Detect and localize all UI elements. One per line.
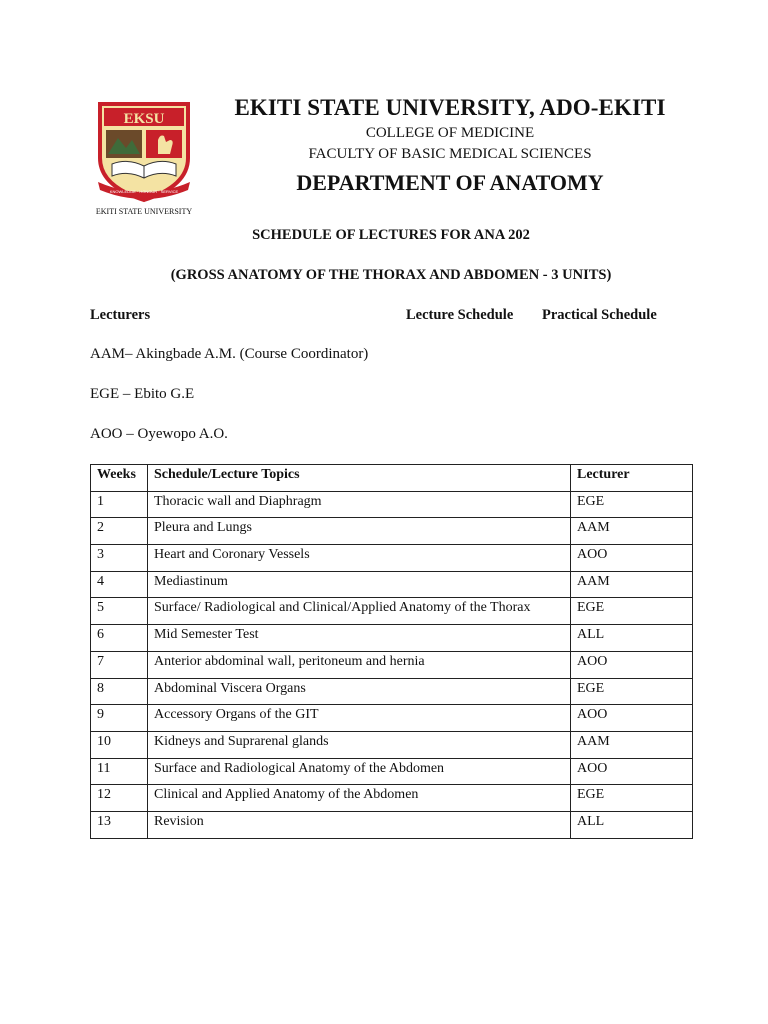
week-cell: 1	[91, 491, 148, 518]
week-cell: 4	[91, 571, 148, 598]
faculty-name: FACULTY OF BASIC MEDICAL SCIENCES	[308, 146, 592, 162]
table-row	[91, 731, 693, 758]
topic-cell: Mid Semester Test	[148, 625, 571, 652]
week-cell: 6	[91, 625, 148, 652]
lecturer-cell: AOO	[571, 758, 693, 785]
topic-cell: Clinical and Applied Anatomy of the Abdomen	[148, 785, 571, 812]
week-cell: 11	[91, 758, 148, 785]
week-cell: 13	[91, 811, 148, 838]
topic-cell: Heart and Coronary Vessels	[148, 545, 571, 572]
table-row	[91, 678, 693, 705]
topic-cell: Revision	[148, 811, 571, 838]
topics-header: Schedule/Lecture Topics	[148, 465, 571, 492]
table-row	[91, 651, 693, 678]
week-cell: 7	[91, 651, 148, 678]
table-row	[91, 571, 693, 598]
logo-top-text: EKSU	[123, 111, 165, 127]
letterhead	[205, 94, 695, 196]
logo-motto: KNOWLEDGE · HONOUR · SERVICE	[109, 189, 179, 194]
weeks-header: Weeks	[91, 465, 148, 492]
week-cell: 5	[91, 598, 148, 625]
topic-cell: Accessory Organs of the GIT	[148, 705, 571, 732]
table-row	[91, 785, 693, 812]
lecturer-cell: AOO	[571, 705, 693, 732]
topic-cell: Anterior abdominal wall, peritoneum and hernia	[148, 651, 571, 678]
lecture-schedule-heading: Lecture Schedule	[406, 307, 514, 323]
week-cell: 9	[91, 705, 148, 732]
topic-cell: Surface/ Radiological and Clinical/Applied Anatomy of the Thorax	[148, 598, 571, 625]
lecturer-cell: AAM	[571, 571, 693, 598]
lecturer-cell: EGE	[571, 678, 693, 705]
course-subtitle: (GROSS ANATOMY OF THE THORAX AND ABDOMEN - 3 UNITS)	[170, 267, 612, 283]
lecturer-cell: AAM	[571, 518, 693, 545]
lecturer-entry: AAM– Akingbade A.M. (Course Coordinator)	[90, 346, 369, 362]
table-row	[91, 545, 693, 572]
table-row	[91, 598, 693, 625]
lecturer-entry: EGE – Ebito G.E	[90, 386, 195, 402]
topic-cell: Kidneys and Suprarenal glands	[148, 731, 571, 758]
university-logo	[86, 96, 202, 218]
college-name: COLLEGE OF MEDICINE	[365, 125, 535, 141]
department-name: DEPARTMENT OF ANATOMY	[296, 170, 604, 195]
table-row	[91, 518, 693, 545]
practical-schedule-heading: Practical Schedule	[542, 307, 657, 323]
table-row	[91, 811, 693, 838]
lecturer-entry: AOO – Oyewopo A.O.	[90, 426, 228, 442]
logo-caption: EKITI STATE UNIVERSITY	[95, 207, 193, 216]
lecturer-cell: AOO	[571, 651, 693, 678]
lecturers-heading: Lecturers	[90, 307, 151, 323]
university-name: EKITI STATE UNIVERSITY, ADO-EKITI	[234, 95, 666, 120]
topic-cell: Pleura and Lungs	[148, 518, 571, 545]
week-cell: 10	[91, 731, 148, 758]
table-row	[91, 705, 693, 732]
lecturer-cell: EGE	[571, 785, 693, 812]
lecturer-header: Lecturer	[571, 465, 693, 492]
topic-cell: Surface and Radiological Anatomy of the Abdomen	[148, 758, 571, 785]
schedule-title: SCHEDULE OF LECTURES FOR ANA 202	[252, 227, 530, 243]
lecturer-cell: AAM	[571, 731, 693, 758]
topic-cell: Thoracic wall and Diaphragm	[148, 491, 571, 518]
lecturer-cell: AOO	[571, 545, 693, 572]
week-cell: 8	[91, 678, 148, 705]
week-cell: 3	[91, 545, 148, 572]
lecturer-cell: EGE	[571, 598, 693, 625]
week-cell: 2	[91, 518, 148, 545]
topic-cell: Abdominal Viscera Organs	[148, 678, 571, 705]
lecturer-cell: ALL	[571, 625, 693, 652]
table-header-row	[91, 465, 693, 492]
lecturer-cell: ALL	[571, 811, 693, 838]
table-row	[91, 625, 693, 652]
topic-cell: Mediastinum	[148, 571, 571, 598]
week-cell: 12	[91, 785, 148, 812]
table-row	[91, 758, 693, 785]
table-row	[91, 491, 693, 518]
lecture-schedule-table	[90, 464, 693, 839]
lecturer-cell: EGE	[571, 491, 693, 518]
